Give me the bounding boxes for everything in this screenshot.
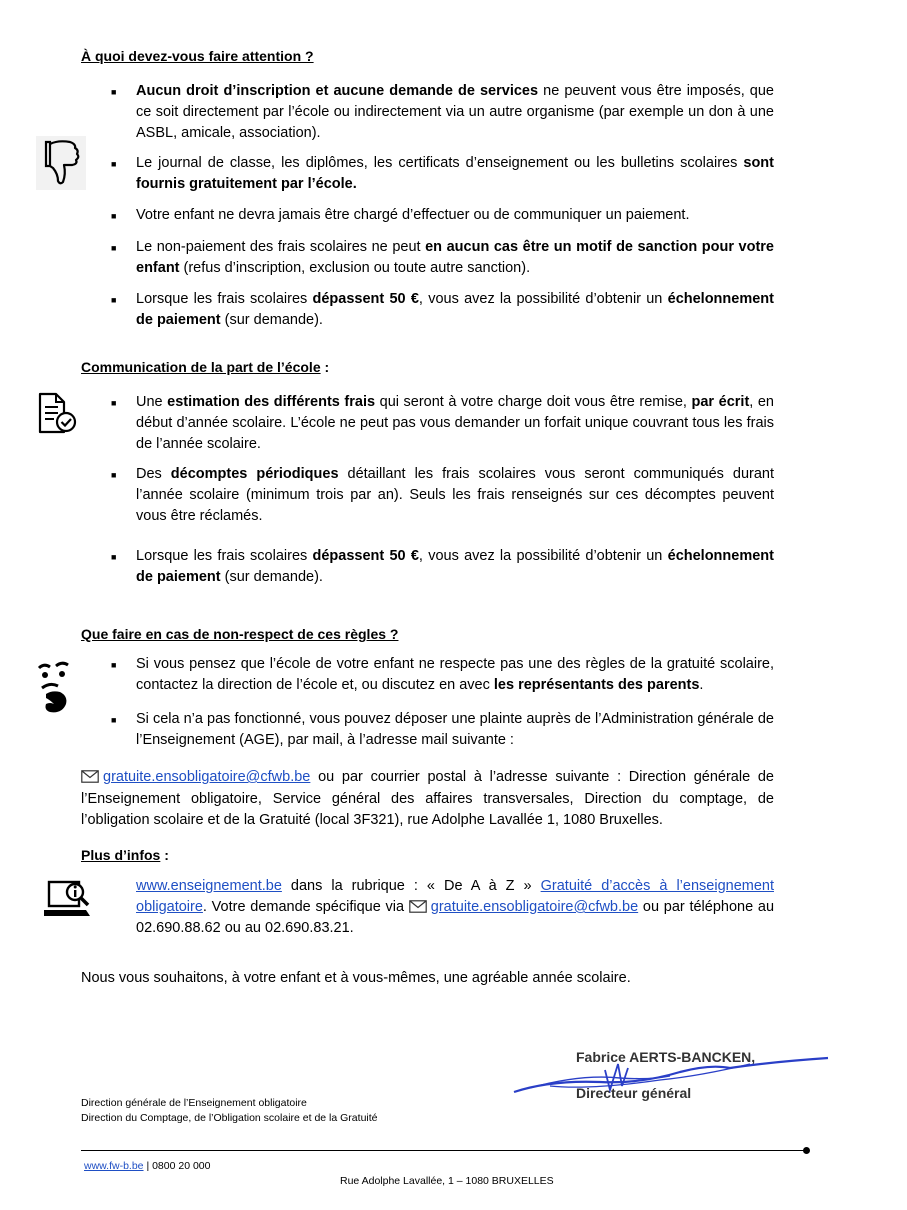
closing-sentence: Nous vous souhaitons, à votre enfant et à vous-mêmes, une agréable année scolaire. bbox=[81, 970, 631, 986]
plus-infos-paragraph: www.enseignement.be dans la rubrique : « De A à Z » Gratuité d’accès à l’enseignement obligatoire. Votre demande spécifique via gratuite.ensobligatoire@cfwb.be ou par téléphone au 02.690.88.62 ou au 02.690.83.21. bbox=[136, 878, 775, 936]
complaint-email-link[interactable]: gratuite.ensobligatoire@cfwb.be bbox=[103, 769, 311, 785]
bullet: ■ bbox=[111, 470, 117, 480]
bullet: ■ bbox=[111, 243, 117, 253]
signatory-name: Fabrice AERTS-BANCKEN, bbox=[576, 1049, 756, 1065]
footer-dept-line1: Direction générale de l’Enseignement obligatoire bbox=[81, 1097, 307, 1109]
footer-divider-dot bbox=[803, 1147, 810, 1154]
attention-item-2: Le journal de classe, les diplômes, les certificats d’enseignement ou les bulletins scolaires sont fournis gratuitement par l’école. bbox=[136, 155, 774, 192]
communication-item-1: Une estimation des différents frais qui seront à votre charge doit vous être remise, par écrit, en début d’année scolaire. L’école ne peut pas vous demander un forfait unique couvrant tous les frais de l’année scolaire. bbox=[136, 394, 775, 452]
communication-item-2: Des décomptes périodiques détaillant les frais scolaires vous seront communiqués durant l’année scolaire (minimum trois par an). Seuls les frais renseignés sur ces décomptes peuvent vous être réclamés. bbox=[136, 466, 774, 524]
gratuite-rubrique-link[interactable]: Gratuité d’accès à l’enseignement obligatoire bbox=[136, 878, 774, 915]
enseignement-site-link[interactable]: www.enseignement.be bbox=[136, 878, 282, 894]
postal-paragraph: gratuite.ensobligatoire@cfwb.be ou par courrier postal à l’adresse suivante : Direction générale de l’Enseignement obligatoire, Service général des affaires transversales, Direction du comptage, de l’obligation scolaire et de la Gratuité (local 3F321), rue Adolphe Lavallée 1, 1080 Bruxelles. bbox=[81, 769, 774, 828]
footer-website-link[interactable]: www.fw-b.be bbox=[84, 1160, 144, 1172]
communication-item-3: Lorsque les frais scolaires dépassent 50 €, vous avez la possibilité d’obtenir un échelonnement de paiement (sur demande). bbox=[136, 548, 774, 585]
bullet: ■ bbox=[111, 87, 117, 97]
laptop-search-icon bbox=[43, 878, 93, 920]
attention-item-4: Le non-paiement des frais scolaires ne peut en aucun cas être un motif de sanction pour votre enfant (refus d’inscription, exclusion ou toute autre sanction). bbox=[136, 239, 774, 276]
section-title-communication: Communication de la part de l’école : bbox=[81, 359, 330, 375]
bullet: ■ bbox=[111, 295, 117, 305]
bullet: ■ bbox=[111, 159, 117, 169]
section-title-plus-infos: Plus d’infos : bbox=[81, 847, 169, 863]
attention-item-3: Votre enfant ne devra jamais être chargé d’effectuer ou de communiquer un paiement. bbox=[136, 207, 690, 223]
bullet: ■ bbox=[111, 211, 117, 221]
footer-contact: www.fw-b.be | 0800 20 000 bbox=[84, 1160, 211, 1172]
section-title-non-respect: Que faire en cas de non-respect de ces règles ? bbox=[81, 626, 399, 642]
bullet: ■ bbox=[111, 398, 117, 408]
document-check-icon bbox=[36, 392, 80, 436]
thumbs-down-icon bbox=[36, 136, 86, 190]
thinking-face-icon bbox=[36, 660, 76, 716]
bullet: ■ bbox=[111, 660, 117, 670]
footer-dept-line2: Direction du Comptage, de l’Obligation scolaire et de la Gratuité bbox=[81, 1112, 378, 1124]
envelope-icon bbox=[81, 770, 99, 783]
footer-divider bbox=[81, 1150, 806, 1151]
non-respect-item-2: Si cela n’a pas fonctionné, vous pouvez déposer une plainte auprès de l’Administration générale de l’Enseignement (AGE), par mail, à l’adresse mail suivante : bbox=[136, 711, 774, 748]
attention-item-1: Aucun droit d’inscription et aucune demande de services ne peuvent vous être imposés, que ce soit directement par l’école ou indirectement via un autre organisme (par exemple un don à une ASBL, amicale, association). bbox=[136, 83, 774, 141]
section-title-attention: À quoi devez-vous faire attention ? bbox=[81, 48, 314, 64]
bullet: ■ bbox=[111, 552, 117, 562]
envelope-icon bbox=[409, 900, 427, 913]
non-respect-item-1: Si vous pensez que l’école de votre enfant ne respecte pas une des règles de la gratuité scolaire, contactez la direction de l’école et, ou discutez en avec les représentants des parents. bbox=[136, 656, 774, 693]
attention-item-5: Lorsque les frais scolaires dépassent 50 €, vous avez la possibilité d’obtenir un échelonnement de paiement (sur demande). bbox=[136, 291, 774, 328]
footer-address: Rue Adolphe Lavallée, 1 – 1080 BRUXELLES bbox=[340, 1175, 554, 1187]
signatory-role: Directeur général bbox=[576, 1085, 692, 1101]
handwritten-signature bbox=[510, 1050, 835, 1100]
bullet: ■ bbox=[111, 715, 117, 725]
info-email-link[interactable]: gratuite.ensobligatoire@cfwb.be bbox=[430, 899, 639, 915]
